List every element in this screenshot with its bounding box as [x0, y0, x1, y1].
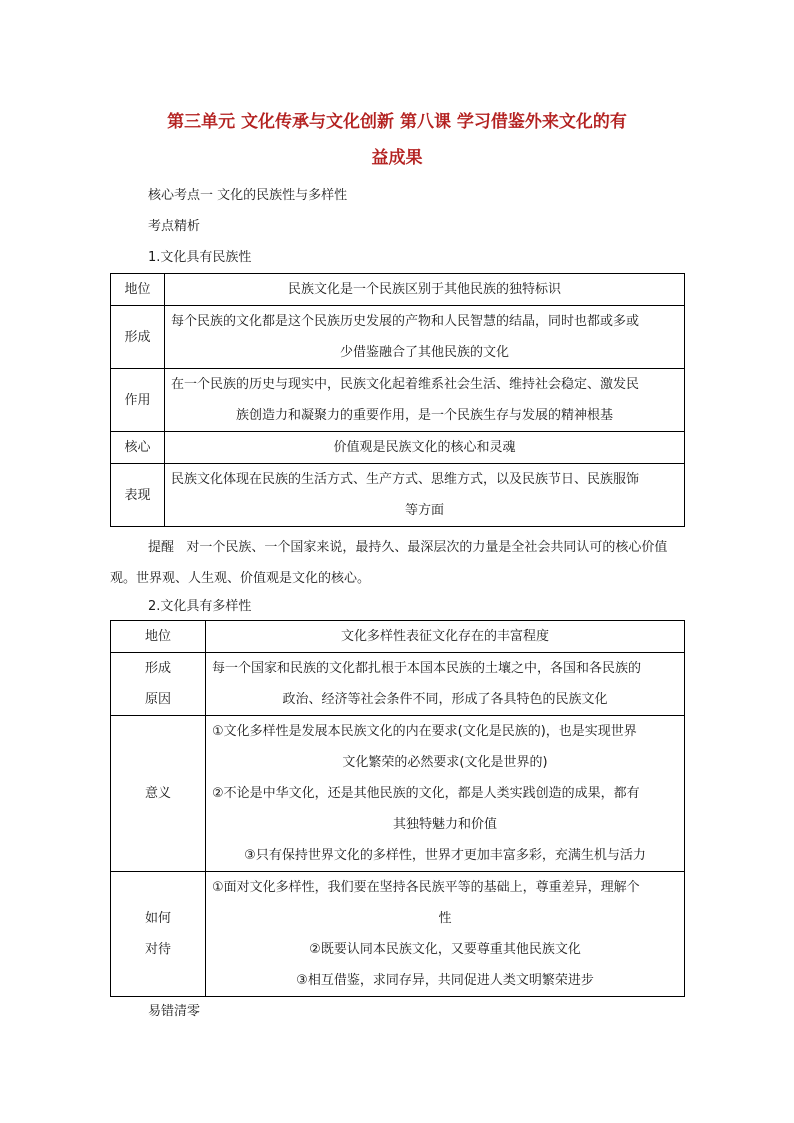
row-content — [165, 369, 685, 432]
row-content-line: 政治、经济等社会条件不同，形成了各具特色的民族文化 — [282, 692, 608, 707]
diversity-table — [110, 620, 685, 997]
row-label-line: 地位 — [144, 629, 171, 644]
table-row — [111, 653, 685, 716]
row-content-line: 民族文化体现在民族的生活方式、生产方式、思维方式，以及民族节日、民族服饰 — [171, 472, 640, 487]
table-row — [111, 274, 685, 306]
analysis-label: 考点精析 — [148, 219, 201, 234]
row-content — [206, 872, 685, 997]
row-content-line: 族创造力和凝聚力的重要作用，是一个民族生存与发展的精神根基 — [235, 408, 613, 423]
ethnicity-table — [110, 273, 685, 527]
section-heading: 核心考点一 文化的民族性与多样性 — [148, 188, 348, 203]
row-label-line: 意义 — [144, 786, 171, 801]
table1-heading: 1.文化具有民族性 — [148, 250, 252, 265]
row-label — [111, 621, 206, 653]
row-label: 核心 — [111, 432, 165, 464]
row-label: 作用 — [111, 369, 165, 432]
row-content-line: ③相互借鉴，求同存异，共同促进人类文明繁荣进步 — [296, 973, 594, 988]
table-row — [111, 464, 685, 527]
row-label — [111, 716, 206, 872]
row-content — [206, 716, 685, 872]
tip-label: 提醒 — [148, 540, 175, 555]
table2-heading: 2.文化具有多样性 — [148, 599, 252, 614]
tip-paragraph — [110, 532, 684, 594]
row-content — [165, 464, 685, 527]
row-content — [165, 274, 685, 306]
row-content — [165, 432, 685, 464]
row-content-line: 价值观是民族文化的核心和灵魂 — [333, 440, 516, 455]
page-title-line-2: 益成果 — [371, 148, 423, 168]
row-content — [165, 306, 685, 369]
row-label: 形成 — [111, 306, 165, 369]
row-content-line: 少借鉴融合了其他民族的文化 — [339, 345, 509, 360]
table-row — [111, 872, 685, 997]
row-label — [111, 653, 206, 716]
tip-text: 对一个民族、一个国家来说，最持久、最深层次的力量是全社会共同认可的核心价值观。世界观、人生观、价值观是文化的核心。 — [110, 540, 668, 586]
row-content-line: 民族文化是一个民族区别于其他民族的独特标识 — [287, 282, 561, 297]
row-content-line: 每一个国家和民族的文化都扎根于本国本民族的土壤之中，各国和各民族的 — [212, 661, 642, 676]
footer-label: 易错清零 — [148, 1004, 201, 1019]
row-label-line: 如何 — [144, 911, 171, 926]
row-label-line: 原因 — [144, 692, 171, 707]
row-content-line: 等方面 — [404, 503, 444, 518]
row-label — [111, 872, 206, 997]
table-row — [111, 306, 685, 369]
table-row — [111, 621, 685, 653]
table-row — [111, 716, 685, 872]
table-row — [111, 369, 685, 432]
page-title — [110, 104, 684, 176]
row-content-line: 每个民族的文化都是这个民族历史发展的产物和人民智慧的结晶，同时也都或多或 — [171, 314, 640, 329]
row-content — [206, 621, 685, 653]
row-content-line: 文化繁荣的必然要求(文化是世界的) — [342, 755, 548, 770]
row-content-line: ③只有保持世界文化的多样性，世界才更加丰富多彩，充满生机与活力 — [244, 848, 646, 863]
page-title-line-1: 第三单元 文化传承与文化创新 第八课 学习借鉴外来文化的有 — [167, 112, 627, 132]
row-label: 地位 — [111, 274, 165, 306]
row-content-line: 性 — [438, 911, 452, 926]
row-label: 表现 — [111, 464, 165, 527]
row-content-line: ①文化多样性是发展本民族文化的内在要求(文化是民族的)，也是实现世界 — [212, 724, 637, 739]
row-content-line: ①面对文化多样性，我们要在坚持各民族平等的基础上，尊重差异，理解个 — [212, 880, 640, 895]
row-content-line: ②既要认同本民族文化，又要尊重其他民族文化 — [309, 942, 581, 957]
row-label-line: 对待 — [144, 942, 171, 957]
row-content — [206, 653, 685, 716]
row-content-line: 文化多样性表征文化存在的丰富程度 — [340, 629, 549, 644]
row-content-line: 在一个民族的历史与现实中，民族文化起着维系社会生活、维持社会稳定、激发民 — [171, 377, 640, 392]
table-row — [111, 432, 685, 464]
row-content-line: 其独特魅力和价值 — [392, 817, 497, 832]
row-label-line: 形成 — [144, 661, 171, 676]
row-content-line: ②不论是中华文化，还是其他民族的文化，都是人类实践创造的成果，都有 — [212, 786, 640, 801]
